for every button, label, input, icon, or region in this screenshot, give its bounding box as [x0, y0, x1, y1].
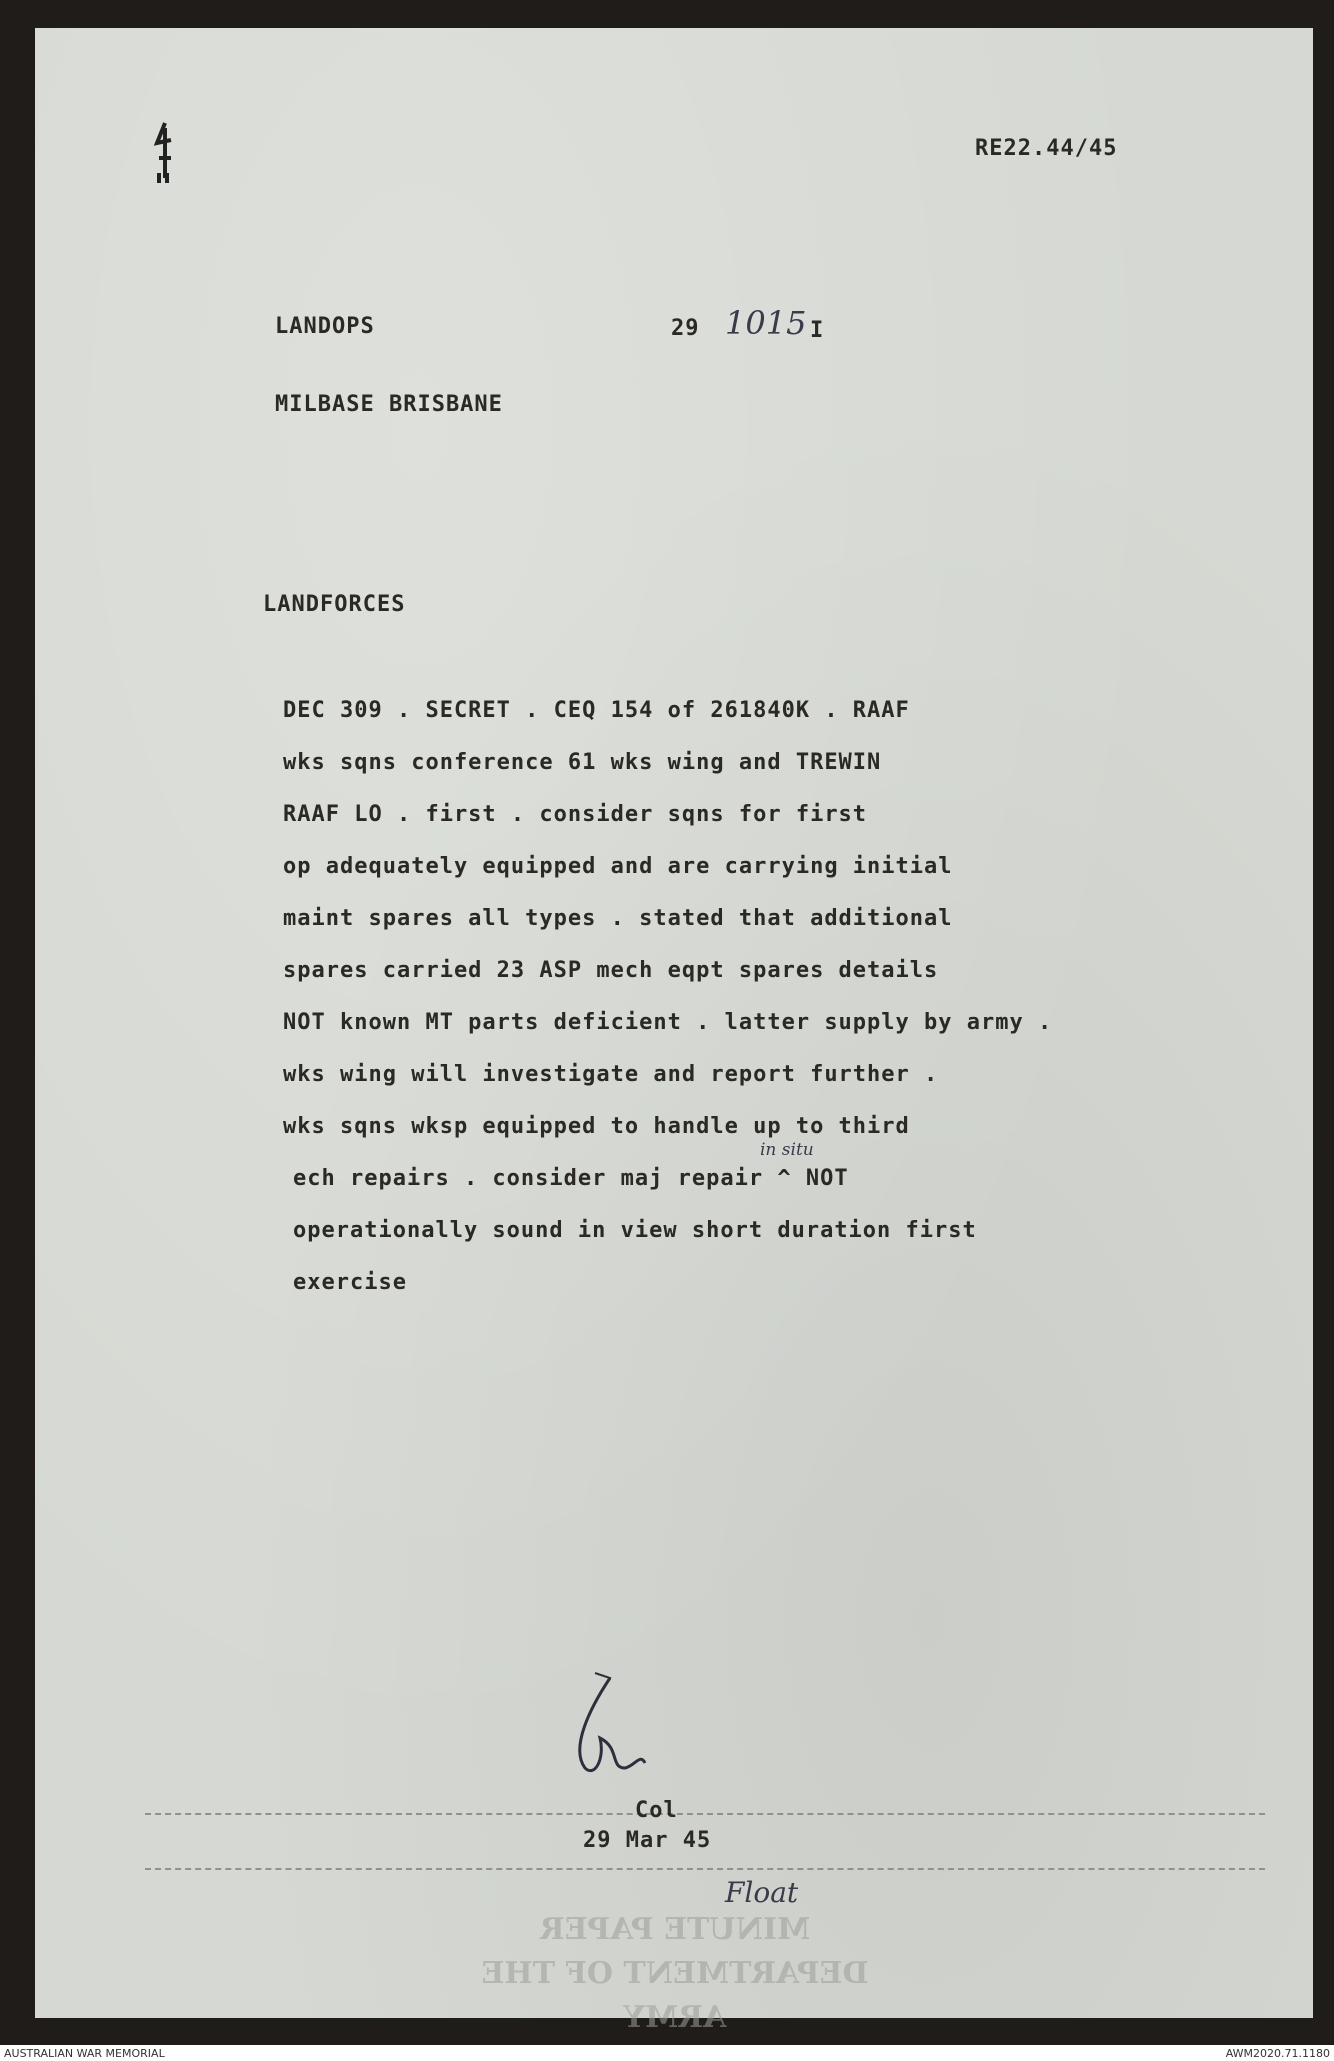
body-line: operationally sound in view short duration first	[293, 1218, 977, 1243]
signature-rank: Col	[635, 1798, 678, 1823]
footer-right: AWM2020.71.1180	[1225, 2047, 1330, 2060]
body-line: ech repairs . consider maj repair ^ NOT	[293, 1166, 849, 1191]
insertion-note: in situ	[760, 1140, 814, 1160]
footer-left: AUSTRALIAN WAR MEMORIAL	[4, 2047, 165, 2060]
addressee-info: LANDFORCES	[263, 592, 406, 617]
reference-number: RE22.44/45	[975, 136, 1118, 161]
body-line: maint spares all types . stated that additional	[283, 906, 953, 931]
document-page	[35, 28, 1313, 2035]
body-line: op adequately equipped and are carrying initial	[283, 854, 953, 879]
body-line: wks sqns wksp equipped to handle up to third	[283, 1114, 910, 1139]
body-line: wks sqns conference 61 wks wing and TREWIN	[283, 750, 882, 775]
time-handwritten: 1015	[725, 304, 807, 342]
body-line: wks wing will investigate and report further .	[283, 1062, 939, 1087]
time-suffix: I	[810, 318, 825, 343]
date-prefix: 29	[671, 316, 700, 341]
body-line: DEC 309 . SECRET . CEQ 154 of 261840K . RAAF	[283, 698, 910, 723]
body-line: NOT known MT parts deficient . latter supply by army .	[283, 1010, 1053, 1035]
signature-date: 29 Mar 45	[583, 1828, 712, 1853]
body-line: exercise	[293, 1270, 407, 1295]
show-through-text: MINUTE PAPER DEPARTMENT OF THE ARMY	[481, 1912, 869, 2035]
addressee-from: MILBASE BRISBANE	[275, 392, 503, 417]
handwritten-note: Float	[725, 1876, 799, 1909]
dotted-separator	[145, 1868, 1265, 1870]
addressee-to: LANDOPS	[275, 314, 375, 339]
signature-icon	[550, 1668, 660, 1788]
archive-footer	[0, 2045, 1334, 2061]
body-line: spares carried 23 ASP mech eqpt spares details	[283, 958, 939, 983]
dotted-separator	[145, 1813, 1265, 1815]
body-line: RAAF LO . first . consider sqns for first	[283, 802, 868, 827]
margin-mark-icon	[145, 118, 185, 188]
